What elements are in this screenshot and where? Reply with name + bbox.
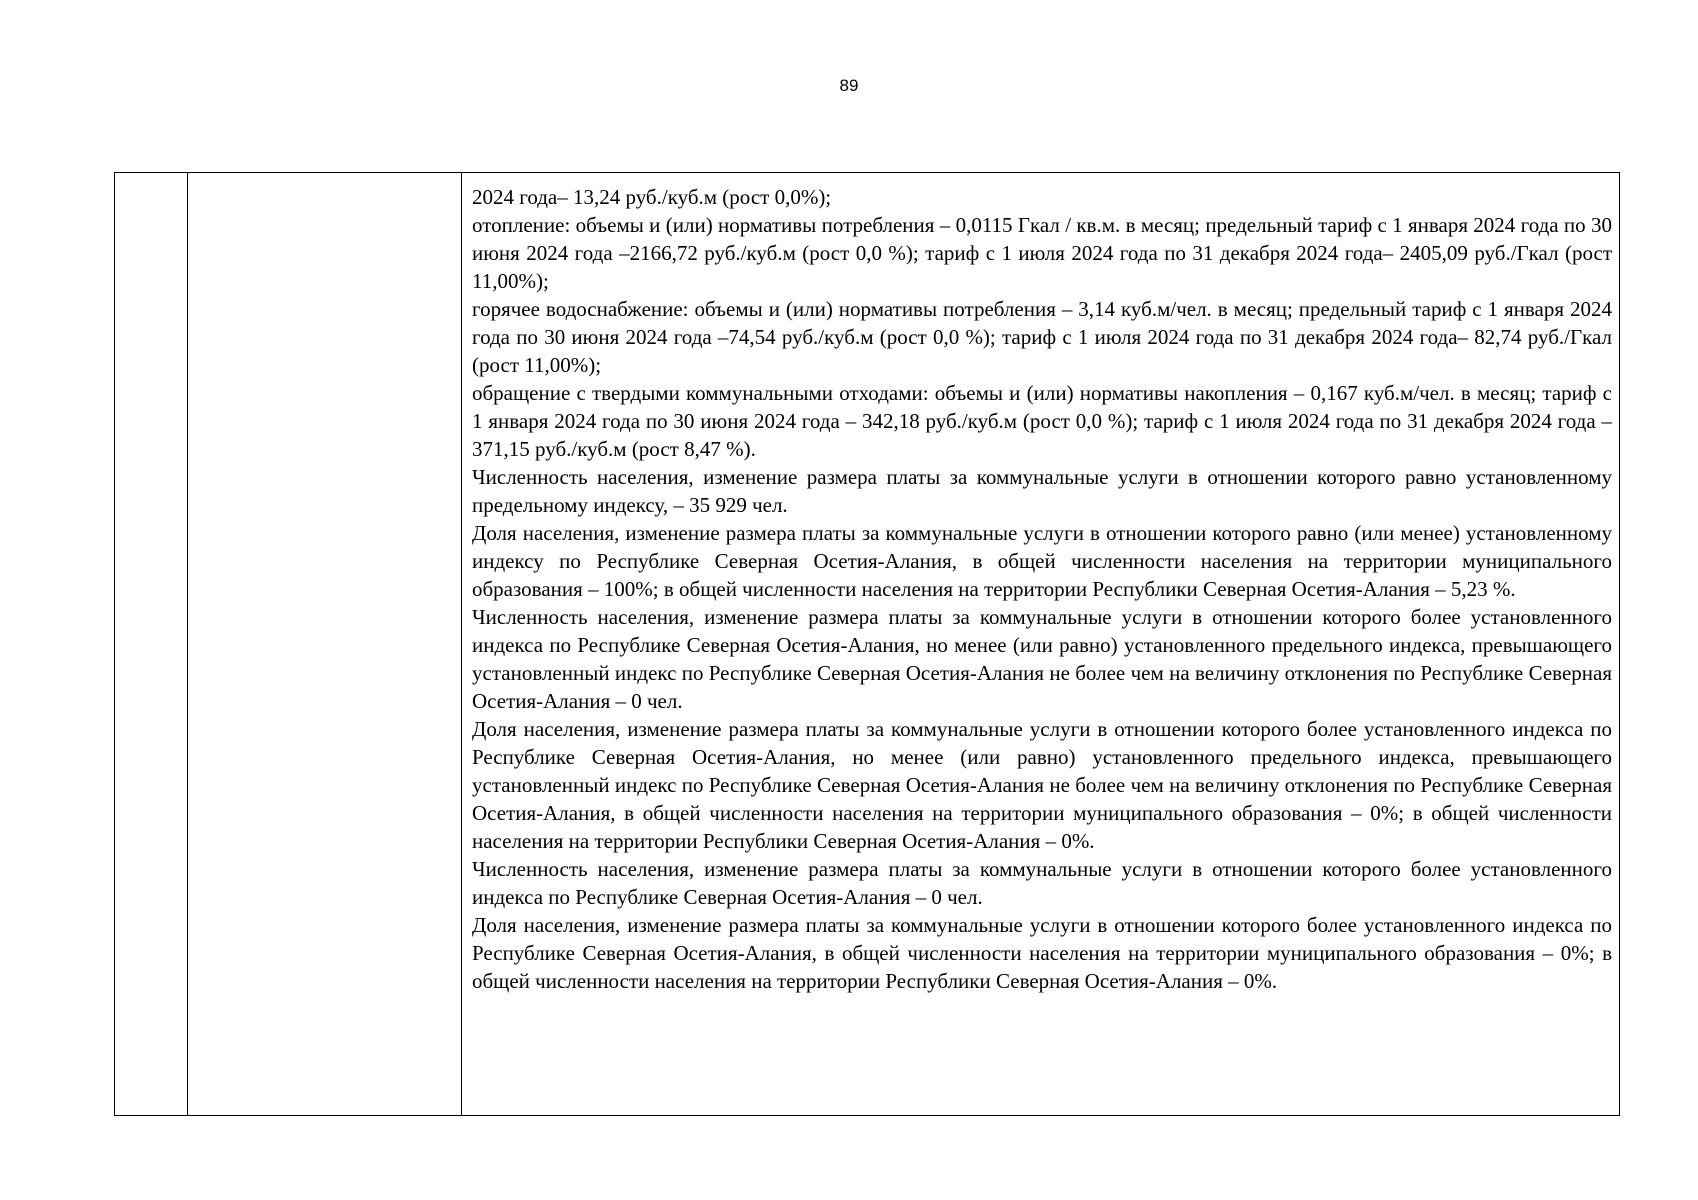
page-number: 89 bbox=[839, 76, 859, 95]
paragraph-population-equal-limit: Численность населения, изменение размера платы за коммунальные услуги в отношении которого равно установленному предельному индексу, – 35 929 чел. bbox=[472, 465, 1612, 517]
document-table bbox=[114, 172, 1620, 1116]
paragraph-solid-waste: обращение с твердыми коммунальными отходами: объемы и (или) нормативы накопления – 0,167 куб.м/чел. в месяц; тариф с 1 января 2024 года по 30 июня 2024 года – 342,18 руб./куб.м (рост 0,0 %); тариф с 1 июля 2024 года по 31 декабря 2024 года –371,15 руб./куб.м (рост 8,47 %). bbox=[472, 381, 1612, 461]
table-cell-municipality bbox=[188, 173, 462, 1116]
paragraph-population-above-index: Численность населения, изменение размера платы за коммунальные услуги в отношении которого более установленного индекса по Республике Северная Осетия-Алания – 0 чел. bbox=[472, 857, 1612, 909]
paragraph-cold-water-tariff-tail: 2024 года– 13,24 руб./куб.м (рост 0,0%); bbox=[472, 185, 832, 209]
paragraph-hot-water: горячее водоснабжение: объемы и (или) нормативы потребления – 3,14 куб.м/чел. в месяц; предельный тариф с 1 января 2024 года по 30 июня 2024 года –74,54 руб./куб.м (рост 0,0 %); тариф с 1 июля 2024 года по 31 декабря 2024 года– 82,74 руб./Гкал (рост 11,00%); bbox=[472, 297, 1612, 377]
paragraph-share-equal-or-less: Доля населения, изменение размера платы за коммунальные услуги в отношении которого равно (или менее) установленному индексу по Республике Северная Осетия-Алания, в общей численности населения на территории муниципального образования – 100%; в общей численности населения на территории Республики Северная Осетия-Алания – 5,23 %. bbox=[472, 521, 1612, 601]
table-row bbox=[115, 173, 1620, 1116]
table-cell-description bbox=[462, 173, 1620, 1116]
table-cell-number bbox=[115, 173, 188, 1116]
paragraph-share-above-index: Доля населения, изменение размера платы за коммунальные услуги в отношении которого более установленного индекса по Республике Северная Осетия-Алания, в общей численности населения на территории муниципального образования – 0%; в общей численности населения на территории Республики Северная Осетия-Алания – 0%. bbox=[472, 913, 1612, 993]
paragraph-share-above-index-within-deviation: Доля населения, изменение размера платы за коммунальные услуги в отношении которого более установленного индекса по Республике Северная Осетия-Алания, но менее (или равно) установленного предельного индекса, превышающего установленный индекс по Республике Северная Осетия-Алания не более чем на величину отклонения по Республике Северная Осетия-Алания, в общей численности населения на территории муниципального образования – 0%; в общей численности населения на территории Республики Северная Осетия-Алания – 0%. bbox=[472, 717, 1612, 853]
paragraph-heating: отопление: объемы и (или) нормативы потребления – 0,0115 Гкал / кв.м. в месяц; предельный тариф с 1 января 2024 года по 30 июня 2024 года –2166,72 руб./куб.м (рост 0,0 %); тариф с 1 июля 2024 года по 31 декабря 2024 года– 2405,09 руб./Гкал (рост 11,00%); bbox=[472, 213, 1612, 293]
paragraph-population-above-index-within-deviation: Численность населения, изменение размера платы за коммунальные услуги в отношении которого более установленного индекса по Республике Северная Осетия-Алания, но менее (или равно) установленного предельного индекса, превышающего установленный индекс по Республике Северная Осетия-Алания не более чем на величину отклонения по Республике Северная Осетия-Алания – 0 чел. bbox=[472, 605, 1612, 713]
